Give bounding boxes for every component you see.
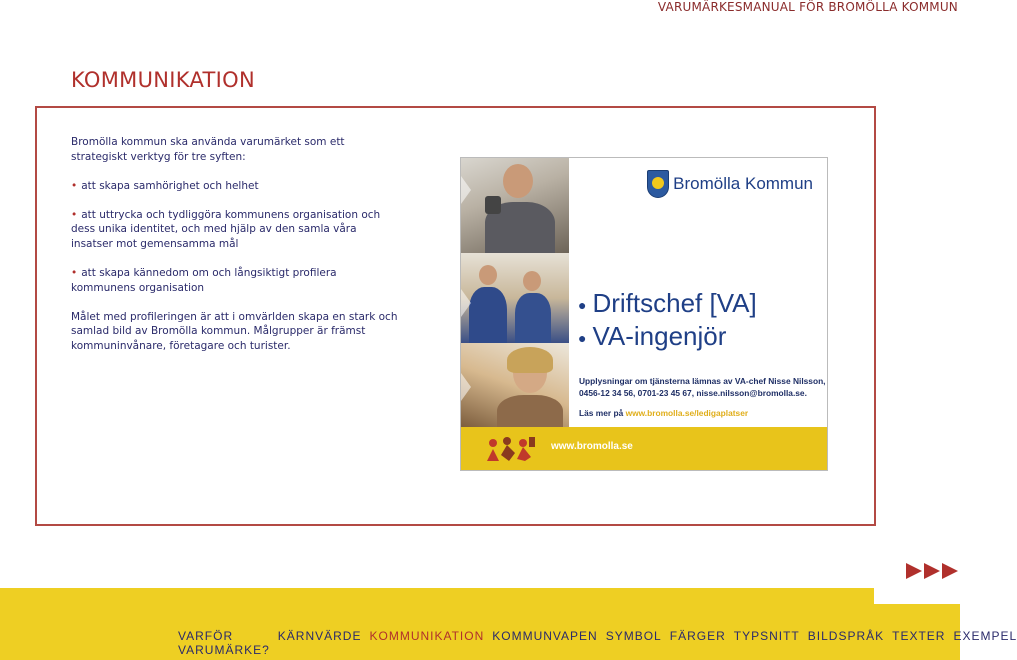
bullet-icon: ●	[578, 297, 587, 314]
nav-item-kommunvapen[interactable]: KOMMUNVAPEN	[492, 629, 598, 643]
ad-contact-info	[579, 375, 826, 399]
band-url: www.bromolla.se	[551, 441, 633, 452]
nav-item-kommunikation[interactable]: KOMMUNIKATION	[369, 629, 485, 643]
closing-paragraph: Målet med profileringen är att i omvärlden skapa en stark och samlad bild av Bromölla kommun. Målgrupper är främst kommuninvånare, företagare och turister.	[71, 310, 398, 352]
intro-paragraph: Bromölla kommun ska använda varumärket som ett strategiskt verktyg för tre syften:	[71, 136, 345, 163]
ad-more-link	[579, 408, 748, 418]
bullet-item	[71, 266, 401, 295]
manual-title: VARUMÄRKESMANUAL FÖR BROMÖLLA KOMMUN	[657, 0, 958, 14]
nav-item-varfor-varumarke[interactable]: VARFÖR VARUMÄRKE?	[178, 629, 270, 657]
ad-yellow-band	[461, 427, 827, 470]
more-url: www.bromolla.se/ledigaplatser	[625, 408, 749, 418]
job-title-text: VA-ingenjör	[592, 321, 727, 351]
nav-item-symbol[interactable]: SYMBOL	[605, 629, 662, 643]
nav-item-karnvarde[interactable]: KÄRNVÄRDE	[277, 629, 362, 643]
job-title-2	[578, 321, 726, 352]
bullet-icon: •	[71, 208, 78, 221]
bullet-icon: •	[71, 267, 78, 280]
photo-workers	[461, 253, 569, 343]
info-line: Upplysningar om tjänsterna lämnas av VA-chef Nisse Nilsson,	[579, 376, 826, 386]
bullet-icon: •	[71, 179, 78, 192]
photo-man-with-phone	[461, 158, 569, 253]
section-nav	[178, 629, 1017, 657]
nav-item-typsnitt[interactable]: TYPSNITT	[733, 629, 800, 643]
bullet-text: att skapa samhörighet och helhet	[81, 179, 259, 192]
page-title: KOMMUNIKATION	[71, 68, 255, 92]
arrow-right-icon	[924, 563, 940, 579]
arrow-right-icon	[942, 563, 958, 579]
info-line: 0456-12 34 56, 0701-23 45 67, nisse.nilsson@bromolla.se.	[579, 388, 807, 398]
bullet-icon: ●	[578, 330, 587, 347]
nav-item-texter[interactable]: TEXTER	[892, 629, 946, 643]
bromolla-logo	[647, 170, 813, 198]
bullet-item	[71, 179, 401, 194]
coat-of-arms-icon	[647, 170, 669, 198]
arrow-right-icon	[906, 563, 922, 579]
job-ad-example	[460, 157, 828, 471]
nav-item-farger[interactable]: FÄRGER	[669, 629, 726, 643]
logo-text: Bromölla Kommun	[673, 174, 813, 193]
bullet-text: att skapa kännedom om och långsiktigt profilera kommunens organisation	[71, 267, 337, 294]
job-title-1	[578, 288, 757, 319]
ad-photo-collage	[461, 158, 569, 428]
bullet-text: att uttrycka och tydliggöra kommunens organisation och dess unika identitet, och med hjälp av den samla våra insatser mot gemensamma mål	[71, 208, 381, 250]
next-page-arrows[interactable]	[906, 563, 958, 579]
body-text	[71, 135, 401, 368]
photo-smiling-woman	[461, 343, 569, 428]
more-label: Läs mer på	[579, 408, 624, 418]
job-title-text: Driftschef [VA]	[592, 288, 757, 318]
nav-item-bildsprak[interactable]: BILDSPRÅK	[807, 629, 885, 643]
bullet-item	[71, 208, 401, 252]
bromolla-symbol-icon	[485, 433, 537, 463]
nav-item-exempel[interactable]: EXEMPEL	[953, 629, 1017, 643]
